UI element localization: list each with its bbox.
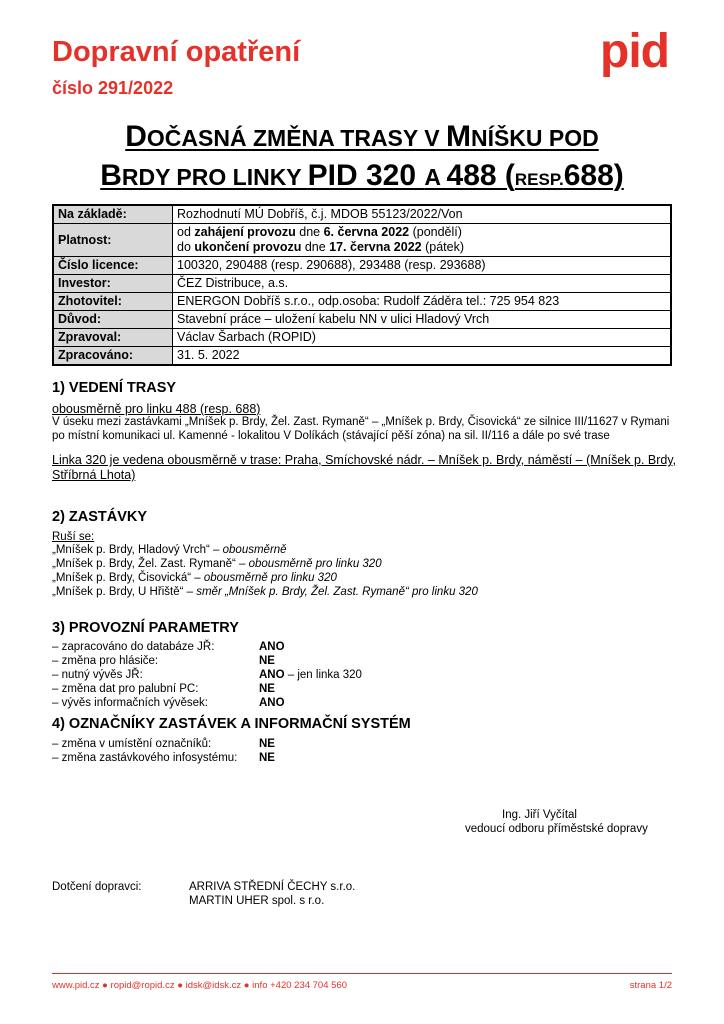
info-value: Stavební práce – uložení kabelu NN v ulici Hladový Vrch: [173, 311, 672, 329]
info-label: Investor:: [53, 275, 173, 293]
info-value: Rozhodnutí MÚ Dobříš, č.j. MDOB 55123/2022/Von: [173, 205, 672, 224]
parameter-row: – změna v umístění označníků: NE: [52, 738, 275, 750]
info-label: Zpravoval:: [53, 329, 173, 347]
section-heading-parameters: 3) PROVOZNÍ PARAMETRY: [52, 620, 239, 636]
route-description: V úseku mezi zastávkami „Mníšek p. Brdy, Žel. Zast. Rymaně“ – „Mníšek p. Brdy, Čisovická“ ze silnice III/11627 v Rymani po místní komunikaci ul. Kamenné - lokalitou V Dolíkách (stávající pěší zóna) na sil. II/116 a dále po své trase: [52, 416, 670, 442]
headline-segment: OČASNÁ ZMĚNA TRASY V: [146, 125, 446, 151]
carrier-item: ARRIVA STŘEDNÍ ČECHY s.r.o.: [189, 881, 356, 893]
headline-segment: RDY PRO LINKY: [121, 164, 308, 190]
footer-divider: [52, 973, 672, 974]
info-value: 31. 5. 2022: [173, 347, 672, 366]
stop-item: „Mníšek p. Brdy, U Hřiště“ – směr „Mníšek p. Brdy, Žel. Zast. Rymaně“ pro linku 320: [52, 586, 478, 598]
parameter-row: – vývěs informačních vývěsek: ANO: [52, 697, 285, 709]
headline-segment: PID 320: [307, 159, 425, 192]
signature-name: Ing. Jiří Vyčítal: [502, 809, 577, 821]
route-line-320: Linka 320 je vedena obousměrně v trase: Praha, Smíchovské nádr. – Mníšek p. Brdy, náměstí – (Mníšek p. Brdy, Stříbrná Lhota): [52, 453, 677, 482]
carrier-item: MARTIN UHER spol. s r.o.: [189, 895, 325, 907]
signage-list: [0, 737, 724, 767]
stops-list: [52, 543, 478, 599]
info-label: Číslo licence:: [53, 257, 173, 275]
info-row: [53, 311, 671, 329]
parameter-row: – zapracováno do databáze JŘ: ANO: [52, 641, 285, 653]
info-row: [53, 329, 671, 347]
headline: [40, 118, 684, 198]
document-number: číslo 291/2022: [52, 78, 174, 98]
info-row: [53, 347, 671, 366]
stop-item: „Mníšek p. Brdy, Žel. Zast. Rymaně“ – obousměrně pro linku 320: [52, 558, 382, 570]
headline-segment: 488 (: [446, 159, 515, 192]
info-label: Důvod:: [53, 311, 173, 329]
stop-item: „Mníšek p. Brdy, Čisovická“ – obousměrně pro linku 320: [52, 572, 337, 584]
info-row: [53, 293, 671, 311]
info-value: Václav Šarbach (ROPID): [173, 329, 672, 347]
info-row: [53, 224, 671, 257]
info-row: [53, 275, 671, 293]
info-value: od zahájení provozu dne 6. června 2022 (pondělí) do ukončení provozu dne 17. června 2022 (pátek): [173, 224, 672, 257]
headline-segment: RESP.: [514, 170, 564, 189]
headline-segment: D: [125, 120, 147, 153]
info-row: [53, 257, 671, 275]
info-table: [52, 204, 672, 366]
section-heading-route: 1) VEDENÍ TRASY: [52, 380, 177, 396]
info-value: 100320, 290488 (resp. 290688), 293488 (resp. 293688): [173, 257, 672, 275]
parameters-list: [0, 640, 724, 720]
headline-segment: A: [424, 164, 447, 190]
parameter-row: – nutný vývěs JŘ: ANO – jen linka 320: [52, 669, 362, 681]
info-value: ČEZ Distribuce, a.s.: [173, 275, 672, 293]
parameter-row: – změna pro hlásiče: NE: [52, 655, 275, 667]
headline-line-1: [40, 118, 684, 157]
footer-contacts: www.pid.cz ● ropid@ropid.cz ● idsk@idsk.cz ● info +420 234 704 560: [52, 980, 347, 991]
parameter-row: – změna zastávkového infosystému: NE: [52, 752, 275, 764]
headline-segment: 688): [563, 159, 624, 192]
carriers-label: Dotčení dopravci:: [52, 881, 142, 893]
document-title: Dopravní opatření: [52, 36, 301, 68]
pid-logo: pid: [600, 25, 669, 78]
info-label: Zpracováno:: [53, 347, 173, 366]
info-value: ENERGON Dobříš s.r.o., odp.osoba: Rudolf Záděra tel.: 725 954 823: [173, 293, 672, 311]
info-label: Platnost:: [53, 224, 173, 257]
section-heading-stops: 2) ZASTÁVKY: [52, 509, 148, 525]
headline-segment: B: [100, 159, 122, 192]
section-heading-signage: 4) OZNAČNÍKY ZASTÁVEK A INFORMAČNÍ SYSTÉM: [52, 716, 411, 732]
route-subheading: obousměrně pro linku 488 (resp. 688): [52, 402, 261, 416]
info-label: Na základě:: [53, 205, 173, 224]
headline-segment: NÍŠKU POD: [470, 125, 599, 151]
page-number: strana 1/2: [629, 980, 672, 991]
headline-segment: M: [445, 120, 471, 153]
info-row: [53, 205, 671, 224]
info-label: Zhotovitel:: [53, 293, 173, 311]
parameter-row: – změna dat pro palubní PC: NE: [52, 683, 275, 695]
headline-line-2: [40, 157, 684, 198]
signature-role: vedoucí odboru příměstské dopravy: [465, 823, 648, 835]
stop-item: „Mníšek p. Brdy, Hladový Vrch“ – obousměrně: [52, 544, 287, 556]
stops-subheading: Ruší se:: [52, 531, 95, 543]
